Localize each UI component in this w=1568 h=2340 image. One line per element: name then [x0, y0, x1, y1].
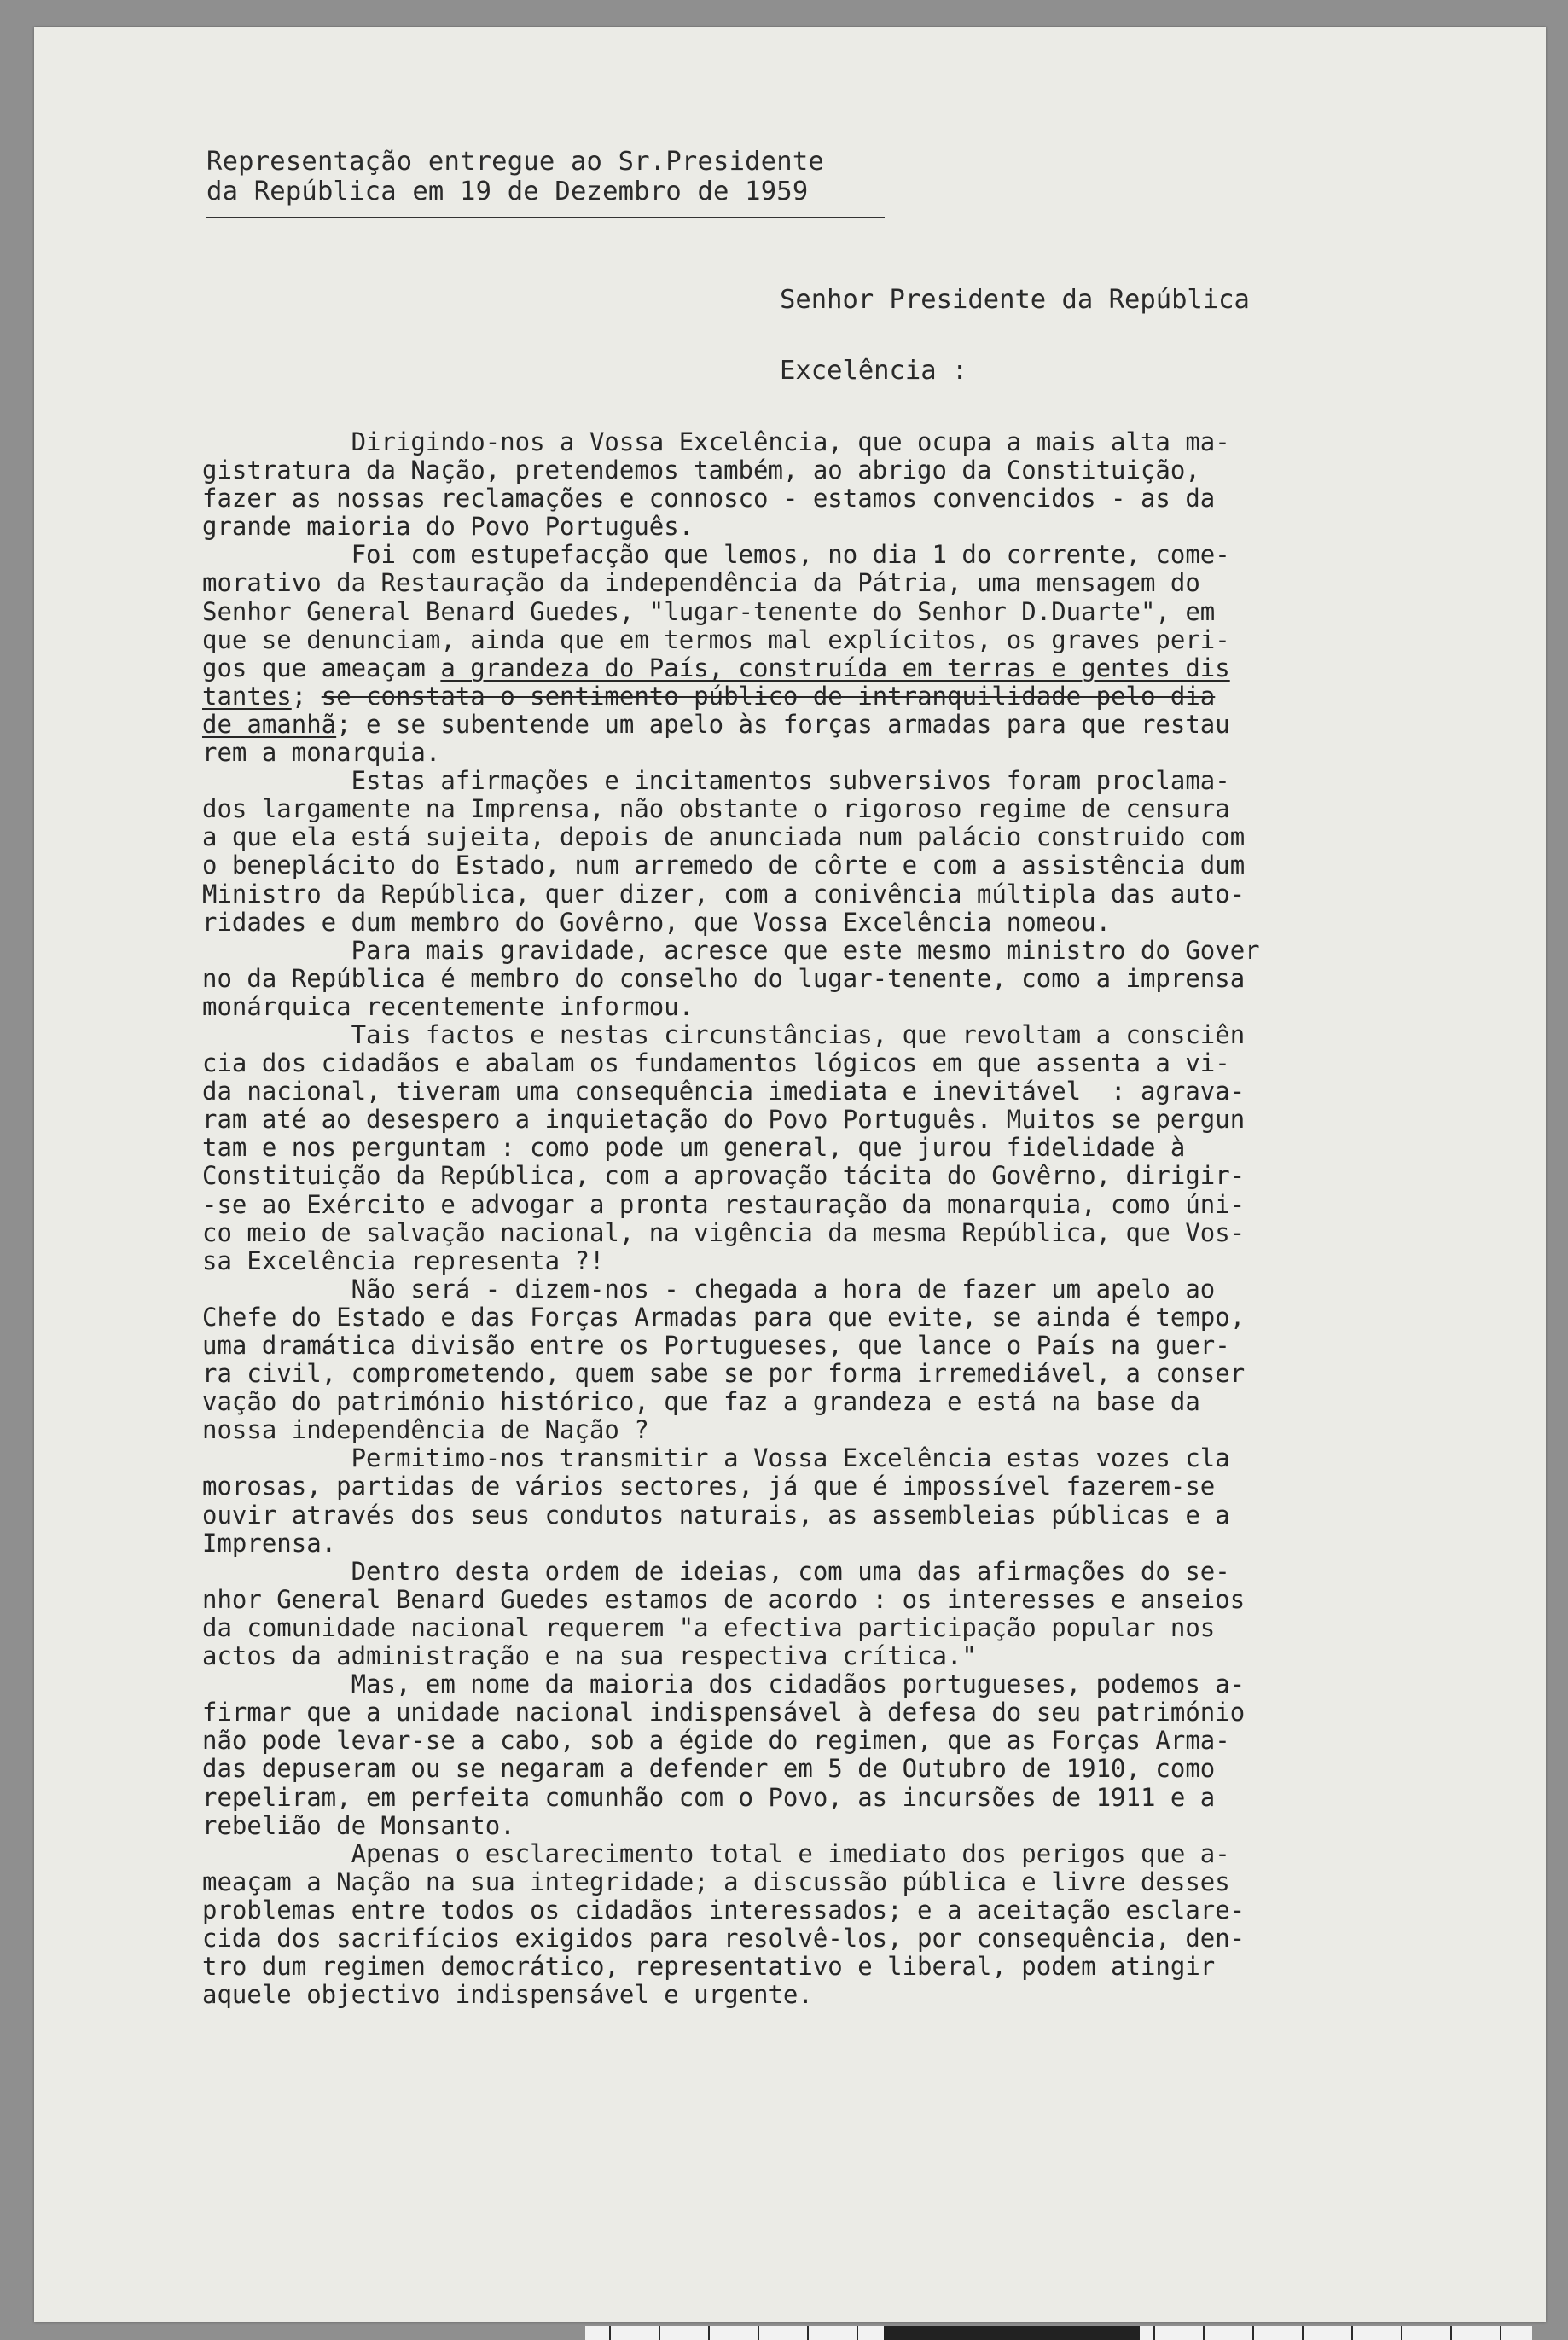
body-line: dos largamente na Imprensa, não obstante o rigoroso regime de censura	[202, 794, 1230, 824]
body-line: morosas, partidas de vários sectores, já que é impossível fazerem-se	[202, 1472, 1216, 1501]
body-line: que se denunciam, ainda que em termos mal explícitos, os graves peri-	[202, 624, 1230, 654]
body-line: Dentro desta ordem de ideias, com uma das afirmações do se-	[202, 1556, 1230, 1586]
body-line: -se ao Exército e advogar a pronta restauração da monarquia, como úni-	[202, 1189, 1246, 1219]
body-line: não pode levar-se a cabo, sob a égide do regimen, que as Forças Arma-	[202, 1726, 1230, 1756]
body-line: ram até ao desespero a inquietação do Povo Português. Muitos se pergun	[202, 1105, 1246, 1135]
body-line: aquele objectivo indispensável e urgente.	[202, 1980, 813, 2010]
greeting: Excelência :	[780, 356, 968, 386]
body-line: Constituição da República, com a aprovação tácita do Govêrno, dirigir-	[202, 1161, 1246, 1191]
body-line: Apenas o esclarecimento total e imediato dos perigos que a-	[202, 1838, 1230, 1868]
document-page	[34, 27, 1546, 2322]
body-line: Não será - dizem-nos - chegada a hora de fazer um apelo ao	[202, 1274, 1216, 1304]
body-line: nhor General Benard Guedes estamos de acordo : os interesses e anseios	[202, 1584, 1246, 1614]
salutation: Senhor Presidente da República	[780, 285, 1250, 315]
body-line: Senhor General Benard Guedes, "lugar-tenente do Senhor D.Duarte", em	[202, 596, 1216, 626]
body-line: Dirigindo-nos a Vossa Excelência, que ocupa a mais alta ma-	[202, 427, 1230, 456]
body-line: gistratura da Nação, pretendemos também, ao abrigo da Constituição,	[202, 456, 1200, 485]
body-line: cida dos sacrifícios exigidos para resolvê-los, por consequência, den-	[202, 1923, 1246, 1953]
body-line: fazer as nossas reclamações e connosco - estamos convencidos - as da	[202, 484, 1216, 514]
body-line: sa Excelência representa ?!	[202, 1245, 605, 1275]
header-note	[206, 147, 824, 206]
body-line: a que ela está sujeita, depois de anunciada num palácio construido com	[202, 822, 1246, 852]
body-line: meaçam a Nação na sua integridade; a discussão pública e livre desses	[202, 1867, 1230, 1896]
body-line: Para mais gravidade, acresce que este mesmo ministro do Gover	[202, 935, 1260, 965]
body-line: vação do património histórico, que faz a grandeza e está na base da	[202, 1387, 1200, 1417]
header-line-2: da República em 19 de Dezembro de 1959	[206, 177, 809, 206]
body-line: repeliram, em perfeita comunhão com o Povo, as incursões de 1911 e a	[202, 1782, 1216, 1812]
body-line: tro dum regimen democrático, representativo e liberal, podem atingir	[202, 1952, 1216, 1982]
body-line: monárquica recentemente informou.	[202, 991, 694, 1021]
body-line: problemas entre todos os cidadãos interessados; e a aceitação esclare-	[202, 1895, 1246, 1925]
body-line: Tais factos e nestas circunstâncias, que revoltam a consciên	[202, 1019, 1246, 1049]
body-line: ridades e dum membro do Govêrno, que Vossa Excelência nomeou.	[202, 907, 1112, 937]
body-line: gos que ameaçam a grandeza do País, construída em terras e gentes dis	[202, 653, 1230, 682]
body-line: Chefe do Estado e das Forças Armadas para que evite, se ainda é tempo,	[202, 1302, 1246, 1332]
body-line: co meio de salvação nacional, na vigência da mesma República, que Vos-	[202, 1217, 1246, 1247]
scale-ruler-dark-segment	[884, 2326, 1140, 2340]
body-line: o beneplácito do Estado, num arremedo de côrte e com a assistência dum	[202, 851, 1246, 880]
body-line: tam e nos perguntam : como pode um general, que jurou fidelidade à	[202, 1133, 1186, 1163]
body-line: rem a monarquia.	[202, 738, 441, 768]
body-line: cia dos cidadãos e abalam os fundamentos lógicos em que assenta a vi-	[202, 1048, 1230, 1078]
body-line: nossa independência de Nação ?	[202, 1415, 649, 1445]
header-line-1: Representação entregue ao Sr.Presidente	[206, 147, 824, 177]
body-line: de amanhã; e se subentende um apelo às forças armadas para que restau	[202, 709, 1230, 739]
body-line: Ministro da República, quer dizer, com a conivência múltipla das auto-	[202, 879, 1246, 909]
body-line: Foi com estupefacção que lemos, no dia 1 do corrente, come-	[202, 540, 1230, 570]
body-line: actos da administração e na sua respectiva crítica."	[202, 1641, 977, 1671]
body-line: morativo da Restauração da independência da Pátria, uma mensagem do	[202, 568, 1200, 598]
marked-fragment: tantes	[202, 681, 292, 711]
body-line: Imprensa.	[202, 1528, 337, 1558]
header-underline	[206, 217, 885, 218]
body-line: ra civil, comprometendo, quem sabe se por forma irremediável, a conser	[202, 1359, 1246, 1389]
marked-fragment: de amanhã	[202, 709, 337, 739]
body-line: firmar que a unidade nacional indispensável à defesa do seu património	[202, 1698, 1246, 1727]
struck-fragment: se constata o sentimento público de intranquilidade pelo dia	[321, 681, 1216, 711]
body-line: grande maioria do Povo Português.	[202, 512, 694, 542]
body-line: ouvir através dos seus condutos naturais, as assembleias públicas e a	[202, 1500, 1230, 1530]
body-line: uma dramática divisão entre os Portugueses, que lance o País na guer-	[202, 1331, 1230, 1360]
body-line: Permitimo-nos transmitir a Vossa Excelência estas vozes cla	[202, 1443, 1230, 1473]
body-line: Estas afirmações e incitamentos subversivos foram proclama-	[202, 766, 1230, 796]
body-line: no da República é membro do conselho do lugar-tenente, como a imprensa	[202, 963, 1246, 993]
letter-body	[202, 428, 1439, 2009]
body-line: da nacional, tiveram uma consequência imediata e inevitável : agrava-	[202, 1077, 1246, 1106]
body-line: tantes; se constata o sentimento público de intranquilidade pelo dia	[202, 681, 1216, 711]
body-line: das depuseram ou se negaram a defender em 5 de Outubro de 1910, como	[202, 1754, 1216, 1784]
marked-fragment: a grandeza do País, construída em terras e gentes dis	[440, 653, 1230, 682]
body-line: da comunidade nacional requerem "a efectiva participação popular nos	[202, 1612, 1216, 1642]
body-line: Mas, em nome da maioria dos cidadãos portugueses, podemos a-	[202, 1669, 1246, 1699]
body-line: rebelião de Monsanto.	[202, 1810, 515, 1840]
